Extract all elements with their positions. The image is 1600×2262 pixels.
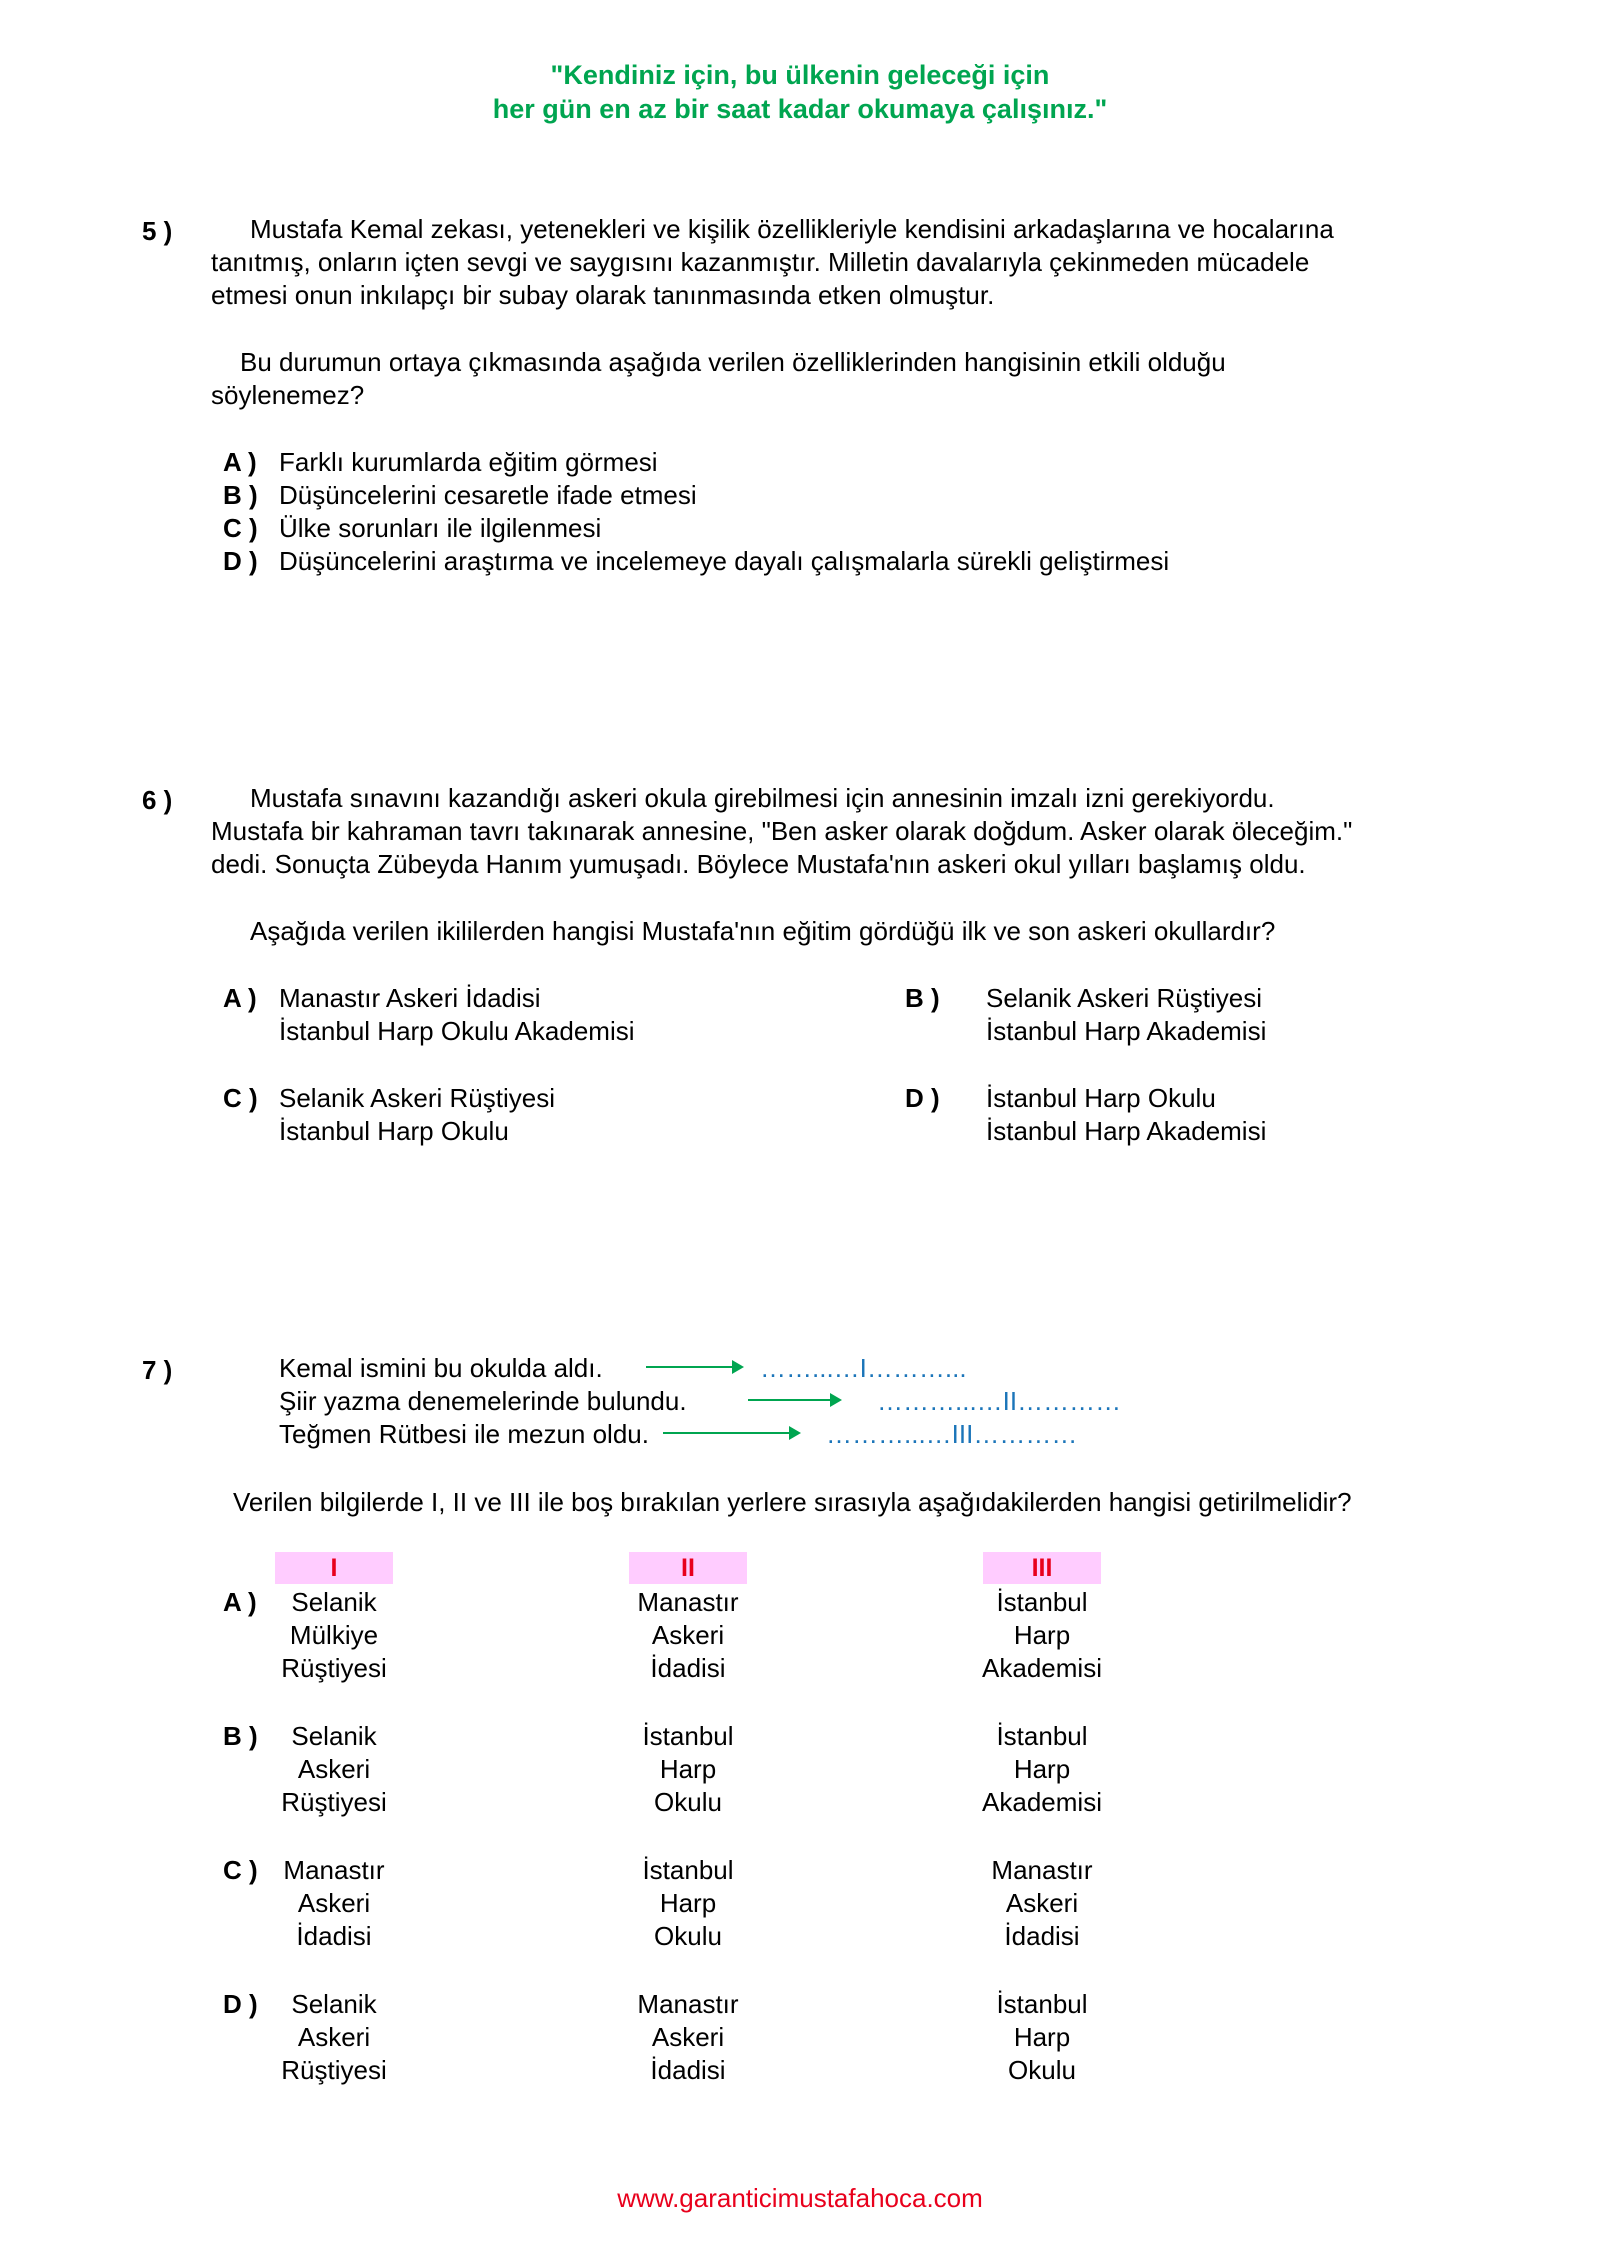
option-a-col-I[interactable]: Selanik Mülkiye Rüştiyesi — [281, 1587, 387, 1683]
option-c-line-1[interactable]: Selanik Askeri Rüştiyesi — [279, 1083, 555, 1113]
question-text-line: etmesi onun inkılapçı bir subay olarak tanınmasında etken olmuştur. — [211, 280, 995, 310]
option-a-text[interactable]: Farklı kurumlarda eğitim görmesi — [279, 447, 658, 477]
clue-text: Teğmen Rütbesi ile mezun oldu. — [279, 1419, 649, 1449]
question-prompt-line: söylenemez? — [211, 380, 365, 410]
question-text-line: tanıtmış, onların içten sevgi ve saygısını kazanmıştır. Milletin davalarıyla çekinmeden mücadele — [211, 247, 1310, 277]
option-c-label[interactable]: C ) — [223, 1083, 258, 1113]
option-c-line-2[interactable]: İstanbul Harp Okulu — [279, 1116, 509, 1146]
motto-line-2: her gün en az bir saat kadar okumaya çalışınız." — [492, 94, 1108, 124]
arrow-icon — [748, 1399, 840, 1401]
blank-III: ………...…III………… — [826, 1419, 1078, 1449]
motto-header — [0, 58, 1600, 126]
option-d-line-1[interactable]: İstanbul Harp Okulu — [986, 1083, 1216, 1113]
option-c-col-II[interactable]: İstanbul Harp Okulu — [642, 1855, 734, 1951]
question-number: 6 ) — [142, 785, 173, 815]
option-d-col-III[interactable]: İstanbul Harp Okulu — [996, 1989, 1088, 2085]
option-a-line-1[interactable]: Manastır Askeri İdadisi — [279, 983, 541, 1013]
option-d-label[interactable]: D ) — [223, 1989, 258, 2019]
option-c-col-III[interactable]: Manastır Askeri İdadisi — [991, 1855, 1093, 1951]
option-b-line-2[interactable]: İstanbul Harp Akademisi — [986, 1016, 1267, 1046]
option-b-col-I[interactable]: Selanik Askeri Rüştiyesi — [281, 1721, 387, 1817]
option-a-label[interactable]: A ) — [223, 1587, 257, 1617]
option-c-col-I[interactable]: Manastır Askeri İdadisi — [283, 1855, 385, 1951]
option-b-label[interactable]: B ) — [905, 983, 940, 1013]
column-header-II: II — [629, 1552, 747, 1584]
motto-line-1: "Kendiniz için, bu ülkenin geleceği için — [550, 60, 1050, 90]
clue-text: Kemal ismini bu okulda aldı. — [279, 1353, 603, 1383]
option-a-line-2[interactable]: İstanbul Harp Okulu Akademisi — [279, 1016, 635, 1046]
option-b-col-III[interactable]: İstanbul Harp Akademisi — [982, 1721, 1102, 1817]
question-text-line: Mustafa Kemal zekası, yetenekleri ve kişilik özellikleriyle kendisini arkadaşlarına ve hocalarına — [250, 214, 1334, 244]
option-d-line-2[interactable]: İstanbul Harp Akademisi — [986, 1116, 1267, 1146]
option-b-label[interactable]: B ) — [223, 1721, 258, 1751]
option-c-text[interactable]: Ülke sorunları ile ilgilenmesi — [279, 513, 602, 543]
question-text-line: Mustafa bir kahraman tavrı takınarak annesine, "Ben asker olarak doğdum. Asker olarak öleceğim." — [211, 816, 1353, 846]
option-b-label[interactable]: B ) — [223, 480, 258, 510]
option-a-label[interactable]: A ) — [223, 447, 257, 477]
option-d-text[interactable]: Düşüncelerini araştırma ve incelemeye dayalı çalışmalarla sürekli geliştirmesi — [279, 546, 1170, 576]
question-prompt: Verilen bilgilerde I, II ve III ile boş bırakılan yerlere sırasıyla aşağıdakilerden hangisi getirilmelidir? — [233, 1487, 1352, 1517]
option-d-col-I[interactable]: Selanik Askeri Rüştiyesi — [281, 1989, 387, 2085]
clue-text: Şiir yazma denemelerinde bulundu. — [279, 1386, 687, 1416]
blank-I: ……...…I………... — [760, 1353, 967, 1383]
blank-II: ………...…II………… — [877, 1386, 1122, 1416]
option-d-label[interactable]: D ) — [223, 546, 258, 576]
option-c-label[interactable]: C ) — [223, 1855, 258, 1885]
column-header-III: III — [983, 1552, 1101, 1584]
option-d-col-II[interactable]: Manastır Askeri İdadisi — [637, 1989, 739, 2085]
question-prompt-line: Bu durumun ortaya çıkmasında aşağıda verilen özelliklerinden hangisinin etkili olduğu — [240, 347, 1226, 377]
option-a-col-II[interactable]: Manastır Askeri İdadisi — [637, 1587, 739, 1683]
option-c-label[interactable]: C ) — [223, 513, 258, 543]
option-b-line-1[interactable]: Selanik Askeri Rüştiyesi — [986, 983, 1262, 1013]
option-a-col-III[interactable]: İstanbul Harp Akademisi — [982, 1587, 1102, 1683]
website-footer-link[interactable]: www.garanticimustafahoca.com — [617, 2183, 983, 2213]
option-a-label[interactable]: A ) — [223, 983, 257, 1013]
question-prompt: Aşağıda verilen ikililerden hangisi Mustafa'nın eğitim gördüğü ilk ve son askeri okullardır? — [250, 916, 1276, 946]
option-b-text[interactable]: Düşüncelerini cesaretle ifade etmesi — [279, 480, 697, 510]
question-number: 7 ) — [142, 1355, 173, 1385]
column-header-I: I — [275, 1552, 393, 1584]
arrow-icon — [663, 1432, 799, 1434]
question-text-line: Mustafa sınavını kazandığı askeri okula girebilmesi için annesinin imzalı izni gerekiyordu. — [250, 783, 1275, 813]
question-number: 5 ) — [142, 216, 173, 246]
option-b-col-II[interactable]: İstanbul Harp Okulu — [642, 1721, 734, 1817]
option-d-label[interactable]: D ) — [905, 1083, 940, 1113]
question-text-line: dedi. Sonuçta Zübeyda Hanım yumuşadı. Böylece Mustafa'nın askeri okul yılları başlamış oldu. — [211, 849, 1306, 879]
arrow-icon — [646, 1366, 742, 1368]
